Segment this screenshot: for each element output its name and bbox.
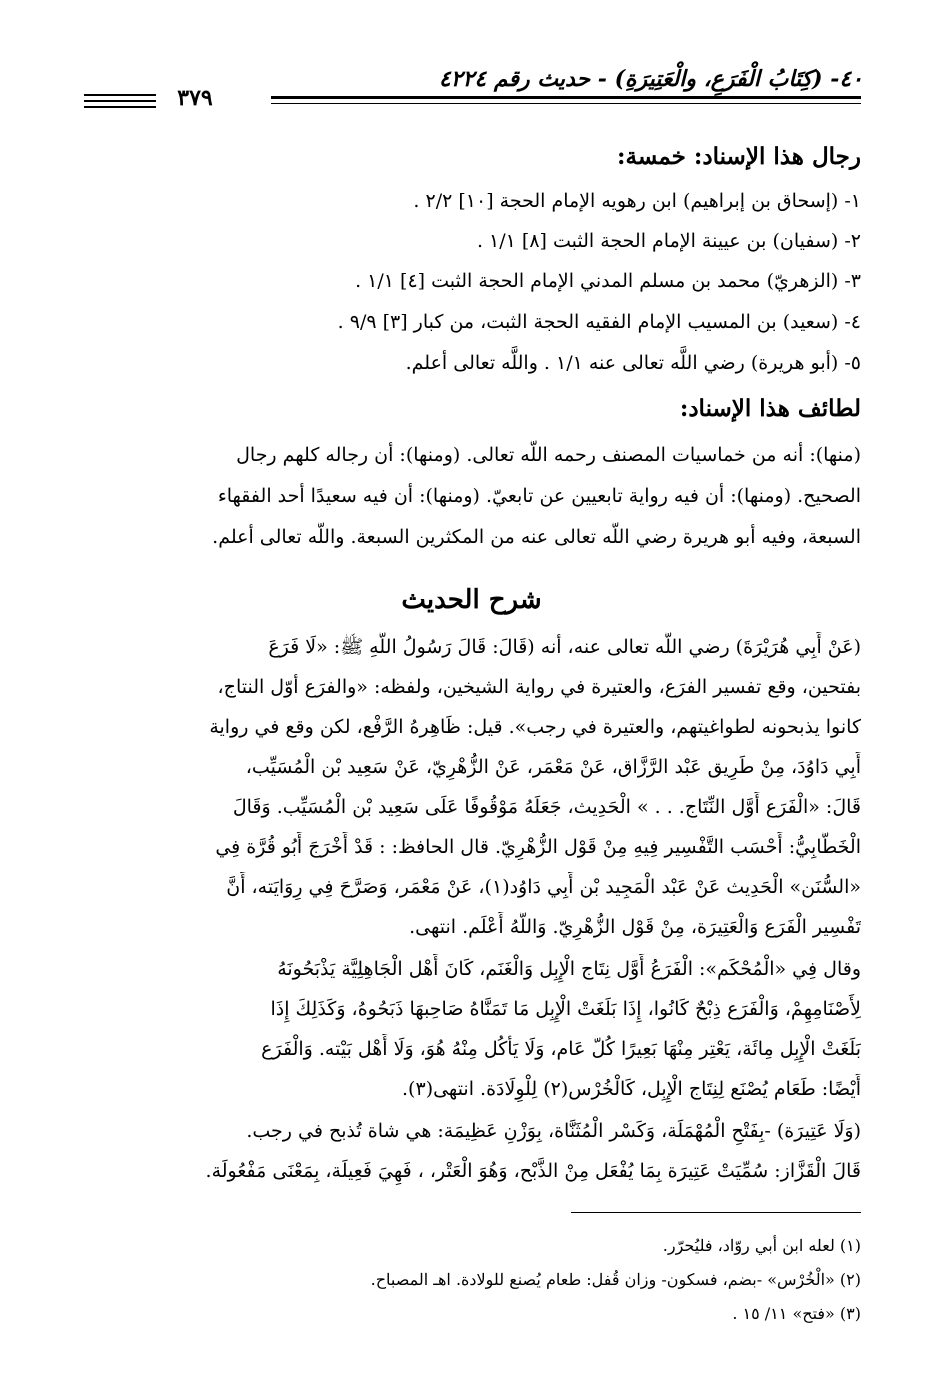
rijal-item: ٢- (سفيان) بن عيينة الإمام الحجة الثبت [٨] ١/١ . <box>476 230 861 252</box>
header-rule-left <box>84 94 156 96</box>
rijal-item: ٣- (الزهريّ) محمد بن مسلم المدني الإمام الحجة الثبت [٤] ١/١ . <box>355 270 861 292</box>
sharh-line: وقال فِي «الْمُحْكَم»: الْفَرَعُ أَوَّل نِتَاج الْإِبِل وَالْغَنَم، كَانَ أَهْل الْجَاهِلِيَّة يَذْبَحُونَهُ <box>277 958 861 980</box>
page-number: ٣٧٩ <box>177 85 213 111</box>
sharh-line: (وَلَا عَتِيرَة) -بِفَتْحِ الْمُهْمَلَة، وَكَسْر الْمُثَنَّاة، بِوَزْنِ عَظِيمَة: هي شاة تُذبح في رجب. <box>246 1120 861 1142</box>
sharh-line: الْخَطَّابِيُّ: أَحْسَب التَّفْسِير فِيهِ مِنْ قَوْل الزُّهْرِيّ. قال الحافظ: : قَدْ أَخْرَجَ أَبُو قُرَّة فِي <box>215 836 861 858</box>
footnote: (٢) «الْخُرْس» -بضم، فسكون- وزان قُفل: طعام يُصنع للولادة. اهـ المصباح. <box>370 1270 861 1289</box>
sharh-line: قَالَ: «الْفَرَع أَوَّل النِّتَاج. . . » الْحَدِيث، جَعَلَهُ مَوْقُوفًا عَلَى سَعِيد بْن الْمُسَيِّب. وَقَالَ <box>232 796 861 818</box>
sharh-line: أَيْضًا: طَعَام يُصْنَع لِنِتَاج الْإِبِل، كَالْخُرْس(٢) لِلْوِلَادَة. انتهى(٣). <box>402 1078 861 1100</box>
rijal-item: ١- (إسحاق بن إبراهيم) ابن رهويه الإمام الحجة [١٠] ٢/٢ . <box>413 190 861 212</box>
rijal-item: ٥- (أبو هريرة) رضي اللَّه تعالى عنه ١/١ . واللَّه تعالى أعلم. <box>405 352 861 374</box>
header-rule-left-2 <box>84 100 156 102</box>
header-rule-right <box>271 96 861 99</box>
sharh-line: بَلَغَتْ الْإِبِل مِائَة، يَعْتِر مِنْهَا بَعِيرًا كُلّ عَام، وَلَا يَأْكُل مِنْهُ هُوَ، وَلَا أَهْل بَيْته. وَالْفَرَع <box>261 1038 861 1060</box>
sharh-line: كانوا يذبحونه لطواغيتهم، والعتيرة في رجب». قيل: ظَاهِرهُ الرَّفْع، لكن وقع في رواية <box>209 716 861 738</box>
sharh-line: أَبِي دَاوُدَ، مِنْ طَرِيق عَبْد الرَّزَّاق، عَنْ مَعْمَر، عَنْ الزُّهْرِيّ، عَنْ سَعِيد بْن الْمُسَيِّب، <box>245 756 861 778</box>
sharh-heading: شرح الحديث <box>401 585 542 615</box>
sharh-line: «السُّنَن» الْحَدِيث عَنْ عَبْد الْمَجِيد بْن أَبِي دَاوُد(١)، عَنْ مَعْمَر، وَصَرَّحَ فِي رِوَايَته، أَنَّ <box>226 876 861 898</box>
lataif-line: الصحيح. (ومنها): أن فيه رواية تابعيين عن تابعيّ. (ومنها): أن فيه سعيدًا أحد الفقهاء <box>217 485 861 507</box>
lataif-heading: لطائف هذا الإسناد: <box>679 395 861 422</box>
footnote: (٣) «فتح» ١١/ ١٥ . <box>732 1304 861 1323</box>
footnote-separator <box>571 1212 861 1213</box>
header-rule-left-3 <box>84 106 156 108</box>
footnote: (١) لعله ابن أبي روّاد، فليُحرّر. <box>662 1236 861 1255</box>
sharh-line: بفتحين، وقع تفسير الفرَع، والعتيرة في رواية الشيخين، ولفظه: «والفرَع أوّل النتاج، <box>217 676 861 698</box>
rijal-item: ٤- (سعيد) بن المسيب الإمام الفقيه الحجة الثبت، من كبار [٣] ٩/٩ . <box>337 311 861 333</box>
lataif-line: (منها): أنه من خماسيات المصنف رحمه اللَّه تعالى. (ومنها): أن رجاله كلهم رجال <box>236 444 861 466</box>
sharh-line: قَالَ الْقَزَّاز: سُمِّيَتْ عَتِيرَة بِمَا يُفْعَل مِنْ الذَّبْح، وَهُوَ الْعَتْر، ، فَهِيَ فَعِيلَة، بِمَعْنَى مَفْعُولَة. <box>205 1160 861 1182</box>
rijal-heading: رجال هذا الإسناد: خمسة: <box>617 143 861 170</box>
sharh-line: تَفْسِير الْفَرَع وَالْعَتِيرَة، مِنْ قَوْل الزُّهْرِيّ. وَاللَّهُ أَعْلَم. انتهى. <box>409 916 861 938</box>
header-rule-right-thin <box>271 103 861 104</box>
chapter-header-title: ٤٠- (كِتَابُ الْفَرَعِ، والْعَتِيرَةِ) - حديث رقم ٤٢٢٤ <box>438 66 863 92</box>
lataif-line: السبعة، وفيه أبو هريرة رضي اللَّه تعالى عنه من المكثرين السبعة. واللَّه تعالى أعلم. <box>212 526 861 548</box>
sharh-line: (عَنْ أَبِي هُرَيْرَةَ) رضي اللَّه تعالى عنه، أنه (قَالَ: قَالَ رَسُولُ اللَّهِ ﷺ: «لَا فَرَعَ <box>268 636 861 658</box>
sharh-line: لِأَصْنَامِهِمْ، وَالْفَرَع ذِبْحٌ كَانُوا، إِذَا بَلَغَتْ الْإِبِل مَا تَمَنَّاهُ صَاحِبهَا ذَبَحُوهُ، وَكَذَلِكَ إِذَا <box>270 998 861 1020</box>
